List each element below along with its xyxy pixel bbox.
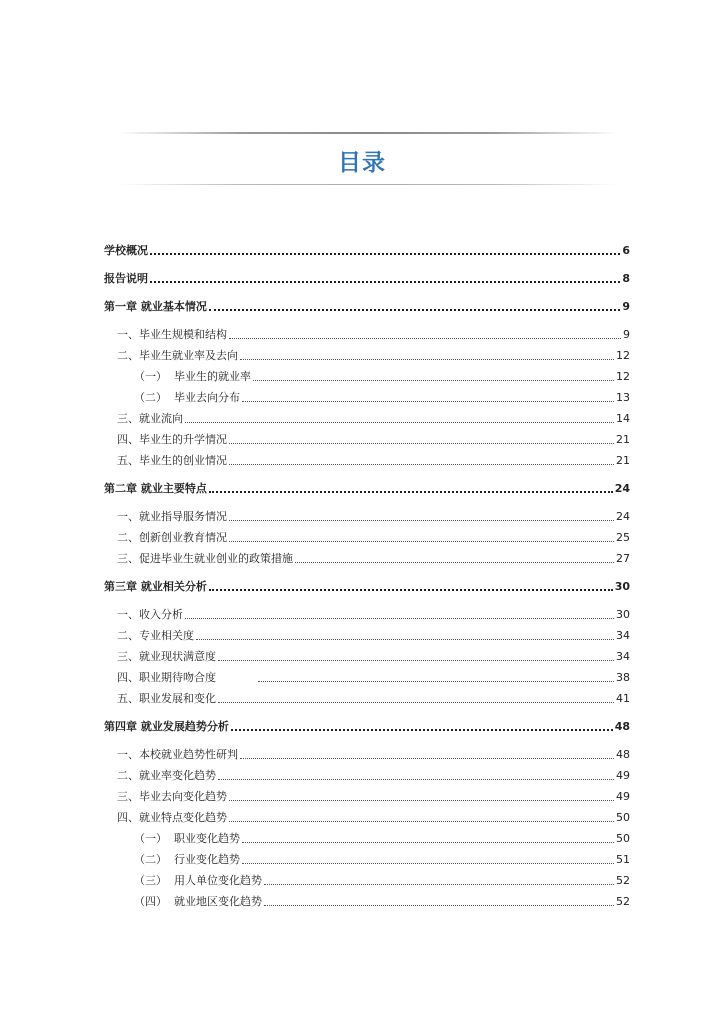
toc-entry-page: 9 [623,328,630,341]
toc-leader-dots [258,681,614,682]
toc-leader-dots [240,359,614,360]
toc-entry[interactable] [104,763,630,783]
toc-entry-page: 6 [622,244,630,257]
toc-entry[interactable] [104,238,630,258]
toc-entry[interactable] [104,742,630,762]
toc-entry-label: 二、毕业生就业率及去向 [117,349,238,362]
toc-entry-page: 21 [616,433,630,446]
toc-leader-dots [150,281,620,283]
toc-entry-number: （三） [134,874,167,887]
toc-entry-label: 第一章 就业基本情况 [104,300,207,313]
toc-entry-number: （四） [134,895,167,908]
toc-entry-page: 34 [616,629,630,642]
toc-entry-page: 12 [616,370,630,383]
toc-leader-dots [209,589,613,591]
toc-entry[interactable] [104,427,630,447]
toc-entry[interactable] [104,322,630,342]
toc-entry-label: 第二章 就业主要特点 [104,482,207,495]
toc-entry[interactable] [104,343,630,363]
toc-entry-label: 三、就业流向 [117,412,183,425]
toc-leader-dots [229,821,614,822]
toc-entry-page: 52 [616,895,630,908]
toc-leader-dots [150,253,620,255]
toc-entry-label: 第三章 就业相关分析 [104,580,207,593]
toc-entry[interactable] [104,623,630,643]
toc-leader-dots [242,863,614,864]
toc-entry-label: 毕业去向分布 [174,391,240,404]
toc-entry[interactable] [104,889,630,909]
toc-leader-dots [229,443,614,444]
toc-leader-dots [242,842,614,843]
toc-entry[interactable] [104,406,630,426]
toc-entry[interactable] [104,665,630,685]
toc-entry-number: （一） [134,832,167,845]
toc-entry-page: 14 [616,412,630,425]
toc-entry-number: （二） [134,391,167,404]
toc-entry-label: 二、专业相关度 [117,629,194,642]
toc-entry[interactable] [104,266,630,286]
toc-leader-dots [240,758,614,759]
toc-leader-dots [229,464,614,465]
toc-entry[interactable] [104,714,630,734]
toc-entry-page: 50 [616,832,630,845]
toc-leader-dots [231,729,613,731]
toc-entry-page: 41 [616,692,630,705]
toc-entry-page: 30 [614,580,630,593]
toc-leader-dots [229,338,621,339]
toc-entry[interactable] [104,805,630,825]
toc-leader-dots [209,491,613,493]
toc-entry-page: 34 [616,650,630,663]
toc-entry-label: 报告说明 [104,272,148,285]
toc-leader-dots [264,884,614,885]
toc-entry-label: 学校概况 [104,244,148,257]
toc-entry-label: 一、收入分析 [117,608,183,621]
toc-entry[interactable] [104,294,630,314]
toc-entry-number: （一） [134,370,167,383]
toc-leader-dots [196,639,614,640]
toc-entry[interactable] [104,784,630,804]
toc-entry-page: 51 [616,853,630,866]
toc-leader-dots [185,618,614,619]
toc-leader-dots [209,309,621,311]
toc-entry-label: 二、创新创业教育情况 [117,531,227,544]
toc-entry[interactable] [104,868,630,888]
toc-leader-dots [229,520,614,521]
toc-entry[interactable] [104,826,630,846]
toc-entry[interactable] [104,364,630,384]
page-title: 目录 [338,150,386,176]
header-rule-top [118,132,618,134]
toc-entry-label: 三、促进毕业生就业创业的政策措施 [117,552,293,565]
toc-entry-page: 49 [616,790,630,803]
toc-entry-page: 24 [616,510,630,523]
toc-entry-page: 21 [616,454,630,467]
toc-leader-dots [253,380,614,381]
toc-leader-dots [218,660,614,661]
toc-entry[interactable] [104,525,630,545]
toc-leader-dots [218,779,614,780]
toc-entry-page: 48 [616,748,630,761]
toc-entry-page: 27 [616,552,630,565]
toc-entry[interactable] [104,602,630,622]
toc-entry-label: 四、就业特点变化趋势 [117,811,227,824]
toc-entry[interactable] [104,686,630,706]
toc-leader-dots [229,800,614,801]
toc-leader-dots [295,562,614,563]
toc-entry[interactable] [104,847,630,867]
toc-entry-page: 48 [614,720,630,733]
toc-entry-label: 第四章 就业发展趋势分析 [104,720,229,733]
toc-entry-page: 52 [616,874,630,887]
toc-entry[interactable] [104,448,630,468]
toc-entry-page: 8 [622,272,630,285]
toc-entry-page: 50 [616,811,630,824]
toc-entry-label: 一、毕业生规模和结构 [117,328,227,341]
toc-entry-label: 三、就业现状满意度 [117,650,216,663]
toc-entry-label: 二、就业率变化趋势 [117,769,216,782]
toc-entry[interactable] [104,385,630,405]
toc-entry-number: （二） [134,853,167,866]
toc-entry-page: 30 [616,608,630,621]
toc-entry-label: 五、职业发展和变化 [117,692,216,705]
toc-entry[interactable] [104,504,630,524]
toc-entry-label: 四、职业期待吻合度 [117,671,216,684]
toc-entry-label: 一、就业指导服务情况 [117,510,227,523]
toc-entry-page: 12 [616,349,630,362]
toc-entry-page: 49 [616,769,630,782]
toc-leader-dots [218,702,614,703]
toc-entry-label: 用人单位变化趋势 [174,874,262,887]
toc-entry-label: 三、毕业去向变化趋势 [117,790,227,803]
toc-leader-dots [242,401,614,402]
toc-leader-dots [264,905,614,906]
toc-entry-label: 一、本校就业趋势性研判 [117,748,238,761]
toc-entry-page: 38 [616,671,630,684]
toc-entry-label: 四、毕业生的升学情况 [117,433,227,446]
toc-entry-label: 职业变化趋势 [174,832,240,845]
toc-entry[interactable] [104,546,630,566]
toc-entry-label: 五、毕业生的创业情况 [117,454,227,467]
toc-leader-dots [185,422,614,423]
toc-entry-page: 13 [616,391,630,404]
header-rule-bottom [118,184,618,185]
toc-entry-label: 行业变化趋势 [174,853,240,866]
toc-entry-label: 就业地区变化趋势 [174,895,262,908]
toc-leader-dots [229,541,614,542]
toc-entry[interactable] [104,476,630,496]
toc-entry[interactable] [104,574,630,594]
toc-entry-page: 9 [622,300,630,313]
toc-entry-page: 24 [614,482,630,495]
toc-entry-label: 毕业生的就业率 [174,370,251,383]
toc-entry[interactable] [104,644,630,664]
toc-entry-page: 25 [616,531,630,544]
